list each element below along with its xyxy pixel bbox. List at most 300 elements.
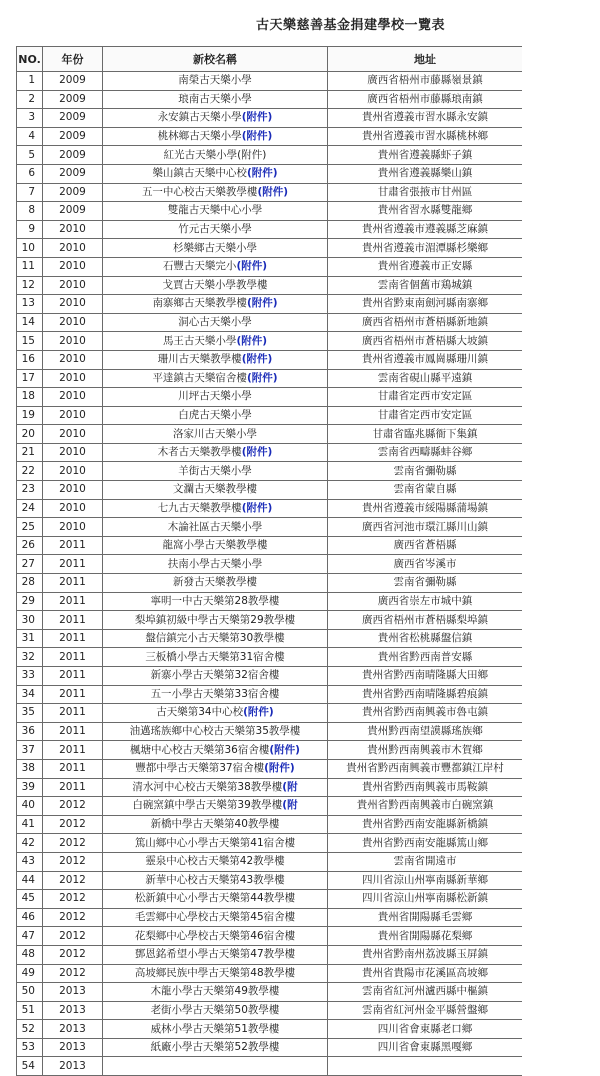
cell-address (328, 834, 523, 853)
cell-address-text: 貴州省黔西南普安縣 (377, 650, 473, 663)
cell-no-text: 47 (21, 929, 35, 942)
cell-name-text: 洞心古天樂小學 (178, 316, 252, 329)
cell-name-text: 川坪古天樂小學 (178, 390, 252, 403)
attachment-link[interactable]: (附件) (243, 706, 274, 719)
cell-address-text: 雲南省彌勒縣 (393, 576, 457, 589)
cell-name-text: 清水河中心校古天樂第38教學樓 (132, 780, 283, 793)
cell-year-text: 2013 (59, 1041, 86, 1054)
cell-no (17, 127, 43, 146)
cell-no (17, 239, 43, 258)
table-row (17, 759, 523, 778)
cell-no (17, 276, 43, 295)
cell-name-text: 高坡鄉民族中學古天樂第48教學樓 (134, 966, 296, 979)
cell-address (328, 667, 523, 686)
cell-name-text: 五一小學古天樂第33宿舍樓 (150, 687, 280, 700)
cell-year-text: 2011 (59, 687, 86, 700)
cell-year-text: 2010 (59, 390, 86, 403)
cell-name-text: 威林小學古天樂第51教學樓 (150, 1022, 280, 1035)
cell-name-text: 白虎古天樂小學 (178, 408, 252, 421)
cell-name-text: 新發古天樂教學樓 (173, 576, 257, 589)
cell-address-text: 甘肅省張掖市甘州區 (377, 185, 473, 198)
table-row (17, 313, 523, 332)
cell-no (17, 704, 43, 723)
cell-year (43, 927, 103, 946)
cell-name (103, 648, 328, 667)
cell-name (103, 183, 328, 202)
attachment-link[interactable]: (附件) (241, 130, 273, 143)
attachment-link[interactable]: (附 (282, 799, 298, 812)
cell-address (328, 1038, 523, 1057)
cell-name (103, 611, 328, 630)
cell-no (17, 759, 43, 778)
cell-name (103, 927, 328, 946)
attachment-link[interactable]: (附件) (236, 334, 268, 347)
table-row (17, 629, 523, 648)
cell-name-text: 鄧恩銘希望小學古天樂第47教學樓 (134, 948, 296, 961)
cell-year-text: 2009 (59, 92, 86, 105)
cell-address (328, 481, 523, 500)
cell-no-text: 30 (21, 613, 35, 626)
cell-address-text: 廣西省梧州市藤縣琅南鎮 (367, 92, 483, 105)
cell-address-text: 甘肅省定西市安定區 (377, 408, 473, 421)
cell-no (17, 741, 43, 760)
cell-year (43, 481, 103, 500)
table-row (17, 220, 523, 239)
table-row (17, 239, 523, 258)
attachment-link[interactable]: (附件) (236, 260, 268, 273)
cell-name (103, 518, 328, 537)
cell-no-text: 3 (28, 111, 35, 124)
cell-address (328, 313, 523, 332)
cell-name-text: 盤信鎮完小古天樂第30教學樓 (145, 632, 285, 645)
cell-address-text: 雲南省蒙自縣 (393, 483, 457, 496)
cell-name (103, 574, 328, 593)
cell-no-text: 5 (28, 148, 35, 161)
cell-year-text: 2011 (59, 780, 86, 793)
cell-no-text: 46 (21, 911, 35, 924)
cell-no-text: 33 (21, 669, 35, 682)
cell-address (328, 425, 523, 444)
cell-address-text: 貴州省黔西南晴隆縣碧痕鎮 (362, 687, 488, 700)
table-row (17, 257, 523, 276)
cell-name-text: 南榮古天樂小學 (178, 74, 252, 87)
cell-name-text: 五一中心校古天樂教學樓 (141, 185, 258, 198)
cell-year (43, 741, 103, 760)
cell-no (17, 499, 43, 518)
cell-address (328, 536, 523, 555)
cell-address (328, 220, 523, 239)
cell-name (103, 146, 328, 165)
cell-no-text: 42 (21, 836, 35, 849)
table-row (17, 1057, 523, 1076)
cell-no (17, 815, 43, 834)
cell-no-text: 54 (21, 1059, 35, 1072)
cell-address-text: 貴州省遵義市湄潭縣杉樂鄉 (362, 241, 488, 254)
table-row (17, 518, 523, 537)
table-row (17, 555, 523, 574)
cell-address-text: 貴州省黔西南興義市魯屯鎮 (362, 706, 488, 719)
cell-address (328, 778, 523, 797)
cell-no (17, 852, 43, 871)
cell-year-text: 2009 (59, 185, 86, 198)
cell-address (328, 964, 523, 983)
cell-no (17, 295, 43, 314)
cell-no (17, 183, 43, 202)
cell-year (43, 90, 103, 109)
cell-year (43, 146, 103, 165)
table-row (17, 72, 523, 91)
cell-year (43, 704, 103, 723)
cell-address-text: 雲南省西疇縣蚌谷鄉 (377, 446, 473, 459)
cell-no-text: 7 (28, 185, 35, 198)
cell-no-text: 15 (21, 334, 35, 347)
attachment-link[interactable]: (附件) (241, 446, 273, 459)
cell-no (17, 797, 43, 816)
cell-name (103, 983, 328, 1002)
cell-name-text: 木論社區古天樂小學 (167, 520, 263, 533)
table-row (17, 499, 523, 518)
cell-year (43, 350, 103, 369)
cell-no-text: 34 (21, 687, 35, 700)
cell-year-text: 2010 (59, 353, 86, 366)
cell-no-text: 17 (21, 371, 35, 384)
cell-year (43, 239, 103, 258)
cell-no (17, 202, 43, 221)
cell-no-text: 6 (28, 167, 35, 180)
cell-address (328, 443, 523, 462)
cell-year (43, 257, 103, 276)
cell-name-text: 扶南小學古天樂小學 (167, 557, 263, 570)
cell-name-text: 新華中心校古天樂第43教學樓 (145, 873, 285, 886)
cell-address-text: 貴州省黔西南安龍縣篤山鄉 (362, 836, 488, 849)
cell-year-text: 2010 (59, 316, 86, 329)
cell-year-text: 2012 (59, 873, 86, 886)
cell-no-text: 32 (21, 650, 35, 663)
cell-address (328, 945, 523, 964)
header-year: 年份 (43, 47, 103, 72)
cell-name (103, 443, 328, 462)
cell-address-text: 貴州省遵義市綏陽縣蒲場鎮 (362, 501, 488, 514)
cell-address-text: 貴州省黔西南興義市豐都鎮江岸村 (346, 762, 504, 775)
cell-address (328, 295, 523, 314)
table-row (17, 945, 523, 964)
cell-address (328, 983, 523, 1002)
cell-no-text: 23 (21, 483, 35, 496)
cell-address-text: 廣西省崇左市城中鎮 (377, 594, 473, 607)
cell-year-text: 2009 (59, 204, 86, 217)
cell-no-text: 18 (21, 390, 35, 403)
attachment-link[interactable]: (附件) (246, 167, 278, 180)
attachment-link[interactable]: (附件) (269, 743, 300, 756)
cell-no (17, 629, 43, 648)
cell-no-text: 28 (21, 576, 35, 589)
cell-name-text: 琅南古天樂小學 (178, 92, 252, 105)
cell-year (43, 908, 103, 927)
cell-name (103, 1057, 328, 1076)
cell-name-text: 桃林鄉古天樂小學 (157, 130, 242, 143)
cell-address-text: 貴州省黔西南晴隆縣大田鄉 (362, 669, 488, 682)
cell-address (328, 648, 523, 667)
cell-year-text: 2011 (59, 669, 86, 682)
cell-address (328, 109, 523, 128)
cell-no-text: 11 (21, 260, 35, 273)
attachment-link[interactable]: (附件) (241, 353, 273, 366)
cell-year-text: 2010 (59, 223, 86, 236)
cell-year-text: 2009 (59, 111, 86, 124)
cell-no (17, 109, 43, 128)
cell-no-text: 29 (21, 594, 35, 607)
cell-name-text: 老街小學古天樂第50教學樓 (150, 1003, 280, 1016)
cell-name (103, 462, 328, 481)
table-row (17, 722, 523, 741)
cell-year (43, 574, 103, 593)
cell-name (103, 499, 328, 518)
table-row (17, 481, 523, 500)
table-row (17, 778, 523, 797)
cell-name (103, 1020, 328, 1039)
cell-year (43, 685, 103, 704)
cell-address (328, 852, 523, 871)
cell-year (43, 295, 103, 314)
attachment-link[interactable]: (附件) (241, 111, 273, 124)
cell-name-text: 寧明一中古天樂第28教學樓 (150, 594, 280, 607)
cell-name (103, 350, 328, 369)
cell-address (328, 202, 523, 221)
table-row (17, 332, 523, 351)
table-row (17, 276, 523, 295)
cell-no (17, 257, 43, 276)
cell-no-text: 37 (21, 743, 35, 756)
cell-year (43, 778, 103, 797)
cell-name (103, 109, 328, 128)
cell-address (328, 611, 523, 630)
cell-address (328, 1020, 523, 1039)
cell-no-text: 22 (21, 464, 35, 477)
cell-no-text: 52 (21, 1022, 35, 1035)
cell-name-text: 新橋中學古天樂第40教學樓 (150, 818, 280, 831)
table-row (17, 127, 523, 146)
cell-year (43, 871, 103, 890)
cell-no (17, 369, 43, 388)
cell-name-text: 七九古天樂教學樓 (157, 501, 242, 514)
table-row (17, 146, 523, 165)
cell-name-text: 戈賈古天樂小學教學樓 (162, 278, 268, 291)
cell-address-text: 廣西省岑溪市 (393, 557, 457, 570)
cell-no-text: 8 (28, 204, 35, 217)
cell-no (17, 667, 43, 686)
attachment-link[interactable]: (附件) (257, 185, 289, 198)
table-row (17, 890, 523, 909)
cell-year-text: 2009 (59, 167, 86, 180)
cell-year-text: 2012 (59, 836, 86, 849)
cell-no-text: 41 (21, 818, 35, 831)
cell-address-text: 雲南省開遠市 (393, 855, 457, 868)
cell-name-text: 油邁瑤族鄉中心校古天樂第35教學樓 (129, 725, 301, 738)
table-row (17, 90, 523, 109)
cell-no-text: 31 (21, 632, 35, 645)
cell-no (17, 1001, 43, 1020)
cell-year (43, 890, 103, 909)
cell-name (103, 871, 328, 890)
cell-name-text: 珊川古天樂教學樓 (157, 353, 242, 366)
table-row (17, 667, 523, 686)
cell-no-text: 10 (21, 241, 35, 254)
cell-year-text: 2010 (59, 241, 86, 254)
cell-year-text: 2011 (59, 743, 86, 756)
cell-name-text: 平達鎮古天樂宿舍樓 (152, 371, 247, 384)
cell-year (43, 202, 103, 221)
cell-no (17, 964, 43, 983)
cell-address-text: 貴州省遵義市遵義縣芝麻鎮 (362, 223, 488, 236)
cell-no (17, 722, 43, 741)
cell-name (103, 388, 328, 407)
cell-year-text: 2011 (59, 576, 86, 589)
cell-address-text: 甘肅省定西市安定區 (377, 390, 473, 403)
table-row (17, 704, 523, 723)
cell-name (103, 629, 328, 648)
table-row (17, 536, 523, 555)
cell-no-text: 4 (28, 130, 35, 143)
cell-no (17, 350, 43, 369)
cell-year-text: 2011 (59, 539, 86, 552)
cell-address (328, 369, 523, 388)
cell-address-text: 貴州省黔西南興義市馬鞍鎮 (362, 780, 488, 793)
cell-no (17, 313, 43, 332)
cell-address (328, 555, 523, 574)
cell-no-text: 44 (21, 873, 35, 886)
cell-year-text: 2011 (59, 632, 86, 645)
table-row (17, 388, 523, 407)
cell-name-text: 石豐古天樂完小 (162, 260, 237, 273)
cell-year-text: 2011 (59, 650, 86, 663)
cell-no (17, 890, 43, 909)
attachment-link[interactable]: (附件) (241, 501, 273, 514)
cell-year (43, 462, 103, 481)
table-row (17, 927, 523, 946)
cell-name (103, 685, 328, 704)
cell-year (43, 1057, 103, 1076)
cell-name (103, 834, 328, 853)
cell-address-text: 貴州省黔東南劍河縣南寨鄉 (362, 297, 488, 310)
cell-name (103, 741, 328, 760)
cell-name-text: 花梨鄉中心學校古天樂第46宿舍樓 (134, 929, 296, 942)
cell-name-text: 杉樂鄉古天樂小學 (173, 241, 257, 254)
cell-no (17, 871, 43, 890)
cell-name-text: 木龍小學古天樂第49教學樓 (150, 985, 280, 998)
cell-no-text: 49 (21, 966, 35, 979)
cell-address-text: 廣西省河池市環江縣川山鎮 (362, 520, 488, 533)
cell-year-text: 2013 (59, 1003, 86, 1016)
header-no: NO. (17, 47, 43, 72)
cell-address (328, 462, 523, 481)
cell-no-text: 35 (21, 706, 35, 719)
cell-address (328, 90, 523, 109)
cell-address (328, 257, 523, 276)
cell-address (328, 72, 523, 91)
cell-name (103, 592, 328, 611)
table-row (17, 741, 523, 760)
cell-name-text: 白碗窯鎮中學古天樂第39教學樓 (132, 799, 283, 812)
cell-no (17, 908, 43, 927)
cell-address-text: 雲南省紅河州金平縣營盤鄉 (362, 1003, 488, 1016)
cell-year (43, 109, 103, 128)
cell-no (17, 592, 43, 611)
cell-address-text: 貴州省松桃縣盤信鎮 (377, 632, 473, 645)
cell-name-text: 新寨小學古天樂第32宿舍樓 (150, 669, 280, 682)
table-row (17, 797, 523, 816)
table-row (17, 648, 523, 667)
cell-year-text: 2013 (59, 1059, 86, 1072)
cell-name (103, 667, 328, 686)
cell-no (17, 481, 43, 500)
cell-address (328, 890, 523, 909)
cell-name (103, 890, 328, 909)
cell-year-text: 2010 (59, 501, 86, 514)
cell-year-text: 2010 (59, 520, 86, 533)
cell-no-text: 20 (21, 427, 35, 440)
cell-name (103, 257, 328, 276)
cell-name (103, 759, 328, 778)
attachment-link[interactable]: (附件) (246, 371, 278, 384)
cell-year (43, 406, 103, 425)
cell-year-text: 2010 (59, 371, 86, 384)
cell-year (43, 667, 103, 686)
cell-name (103, 276, 328, 295)
cell-address-text: 廣西省梧州市蒼梧縣梨埠鎮 (362, 613, 488, 626)
cell-name (103, 239, 328, 258)
cell-name-text: 楓塘中心校古天樂第36宿舍樓 (130, 743, 270, 756)
cell-year (43, 220, 103, 239)
cell-name-text: 篤山鄉中心小學古天樂第41宿舍樓 (134, 836, 296, 849)
cell-year (43, 834, 103, 853)
cell-year-text: 2010 (59, 297, 86, 310)
cell-address-text: 四川省會東縣黑嘎鄉 (377, 1041, 473, 1054)
cell-name-text: 洛家川古天樂小學 (173, 427, 257, 440)
cell-address (328, 164, 523, 183)
cell-address (328, 685, 523, 704)
cell-no (17, 945, 43, 964)
table-row (17, 202, 523, 221)
cell-address-text: 貴州省開陽縣花梨鄉 (377, 929, 473, 942)
cell-year (43, 852, 103, 871)
cell-address-text: 四川省涼山州寧南縣松新鎮 (362, 892, 488, 905)
cell-address (328, 908, 523, 927)
cell-name (103, 313, 328, 332)
cell-year (43, 1038, 103, 1057)
cell-year-text: 2011 (59, 762, 86, 775)
cell-year (43, 648, 103, 667)
cell-name-text: 馬王古天樂小學 (162, 334, 237, 347)
cell-year-text: 2010 (59, 446, 86, 459)
cell-year (43, 983, 103, 1002)
cell-no-text: 19 (21, 408, 35, 421)
cell-no (17, 778, 43, 797)
cell-year (43, 592, 103, 611)
cell-year-text: 2010 (59, 408, 86, 421)
cell-address-text: 四川省涼山州寧南縣新華鄉 (362, 873, 488, 886)
attachment-link[interactable]: (附件) (264, 762, 295, 775)
cell-address (328, 592, 523, 611)
attachment-link[interactable]: (附件) (246, 297, 278, 310)
cell-no (17, 146, 43, 165)
cell-address-text: 貴州省開陽縣毛雲鄉 (377, 911, 473, 924)
cell-no (17, 574, 43, 593)
attachment-link[interactable]: (附 (282, 780, 298, 793)
table-row (17, 443, 523, 462)
cell-no (17, 536, 43, 555)
cell-year-text: 2012 (59, 892, 86, 905)
cell-name-text: 龍窩小學古天樂教學樓 (162, 539, 268, 552)
